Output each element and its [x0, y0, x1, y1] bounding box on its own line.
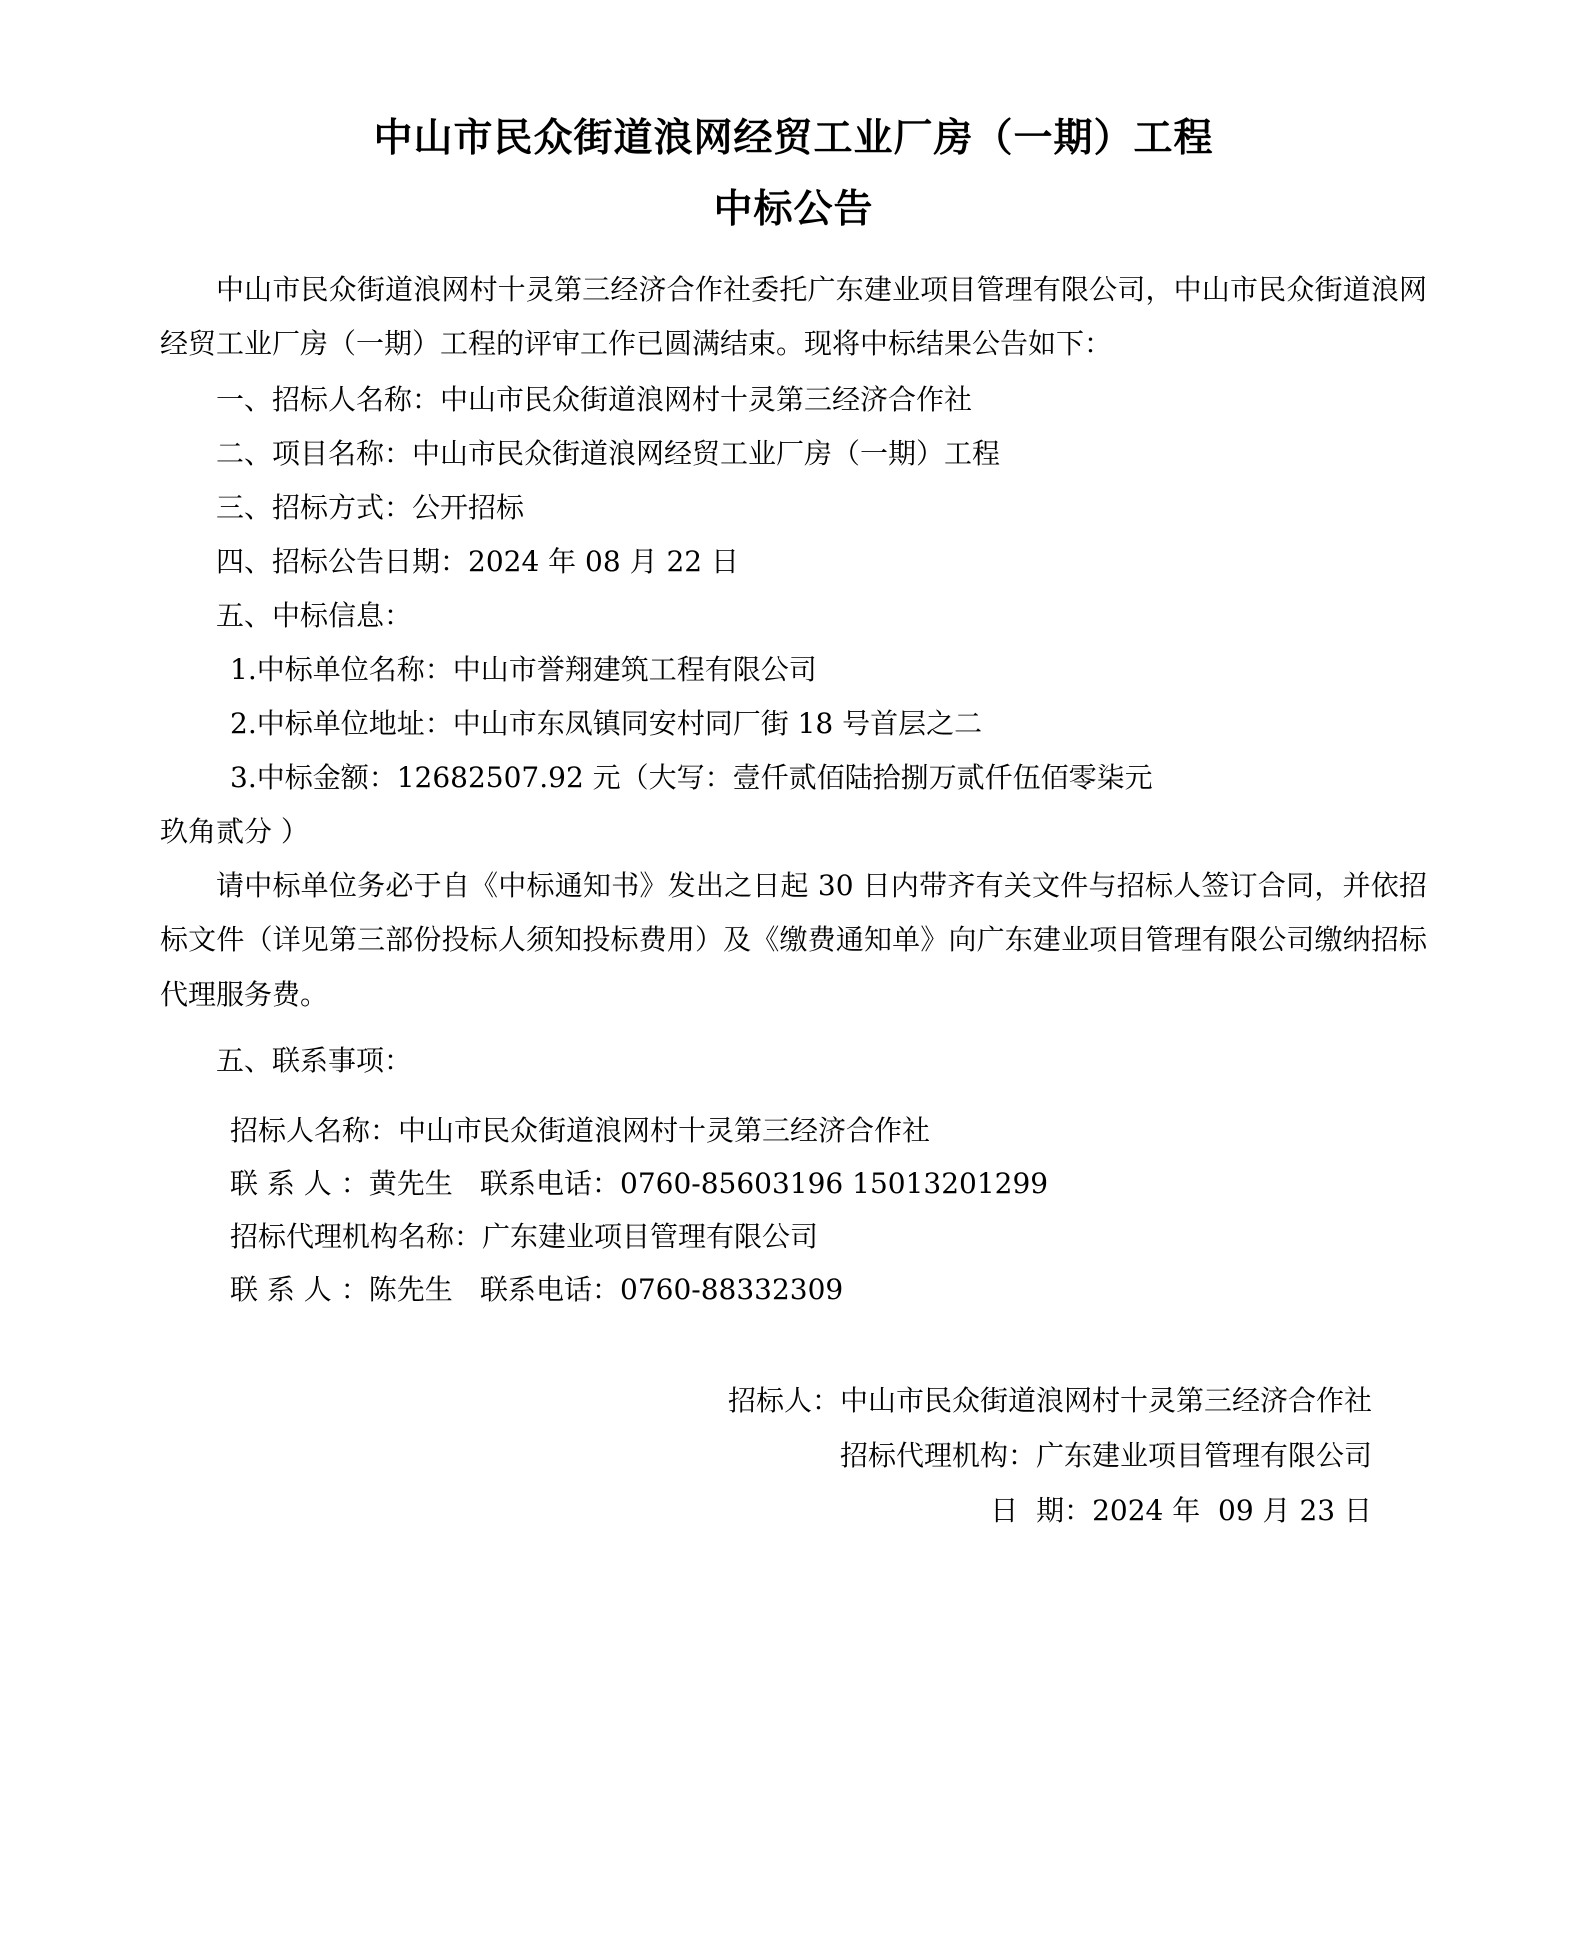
notice-paragraph: 请中标单位务必于自《中标通知书》发出之日起 30 日内带齐有关文件与招标人签订合同，并依招标文件（详见第三部份投标人须知投标费用）及《缴费通知单》向广东建业项目管理有限公司缴纳招标代理服务费。 — [160, 869, 1427, 1011]
list-item: 三、招标方式：公开招标 — [216, 491, 525, 525]
bid-amount-continued: 玖角贰分 ） — [160, 815, 309, 849]
contact-phone-value: 联系电话：0760-88332309 — [480, 1273, 844, 1307]
contact-tenderer-name: 招标人名称：中山市民众街道浪网村十灵第三经济合作社 — [230, 1113, 931, 1147]
signoff-agency: 招标代理机构：广东建业项目管理有限公司 — [839, 1438, 1372, 1472]
contact-heading: 五、联系事项： — [216, 1043, 413, 1077]
list-item: 二、项目名称：中山市民众街道浪网经贸工业厂房（一期）工程 — [216, 437, 1001, 471]
signoff-date: 日 期：2024 年 09 月 23 日 — [990, 1493, 1372, 1527]
contact-phone-value: 联系电话：0760-85603196 15013201299 — [480, 1166, 1049, 1200]
bid-info-item: 3.中标金额：12682507.92 元（大写：壹仟贰佰陆拾捌万贰仟伍佰零柒元 — [230, 761, 1153, 795]
contact-person-label: 联 系 人 ：黄先生 — [230, 1166, 453, 1200]
contact-row — [160, 1263, 1427, 1316]
contact-agency-name: 招标代理机构名称：广东建业项目管理有限公司 — [230, 1219, 819, 1253]
bid-info-item: 2.中标单位地址：中山市东凤镇同安村同厂街 18 号首层之二 — [230, 707, 983, 741]
page-title: 中山市民众街道浪网经贸工业厂房（一期）工程 — [373, 115, 1214, 161]
signoff-tenderer: 招标人：中山市民众街道浪网村十灵第三经济合作社 — [727, 1384, 1372, 1418]
page-subtitle: 中标公告 — [713, 185, 874, 232]
contact-person-label: 联 系 人 ：陈先生 — [230, 1273, 453, 1307]
intro-paragraph: 中山市民众街道浪网村十灵第三经济合作社委托广东建业项目管理有限公司，中山市民众街道浪网经贸工业厂房（一期）工程的评审工作已圆满结束。现将中标结果公告如下： — [160, 273, 1427, 361]
contact-row — [160, 1157, 1427, 1210]
list-item: 五、中标信息： — [216, 599, 413, 633]
bid-info-item: 1.中标单位名称：中山市誉翔建筑工程有限公司 — [230, 653, 817, 687]
list-item: 一、招标人名称：中山市民众街道浪网村十灵第三经济合作社 — [216, 383, 973, 417]
list-item: 四、招标公告日期：2024 年 08 月 22 日 — [216, 545, 740, 579]
